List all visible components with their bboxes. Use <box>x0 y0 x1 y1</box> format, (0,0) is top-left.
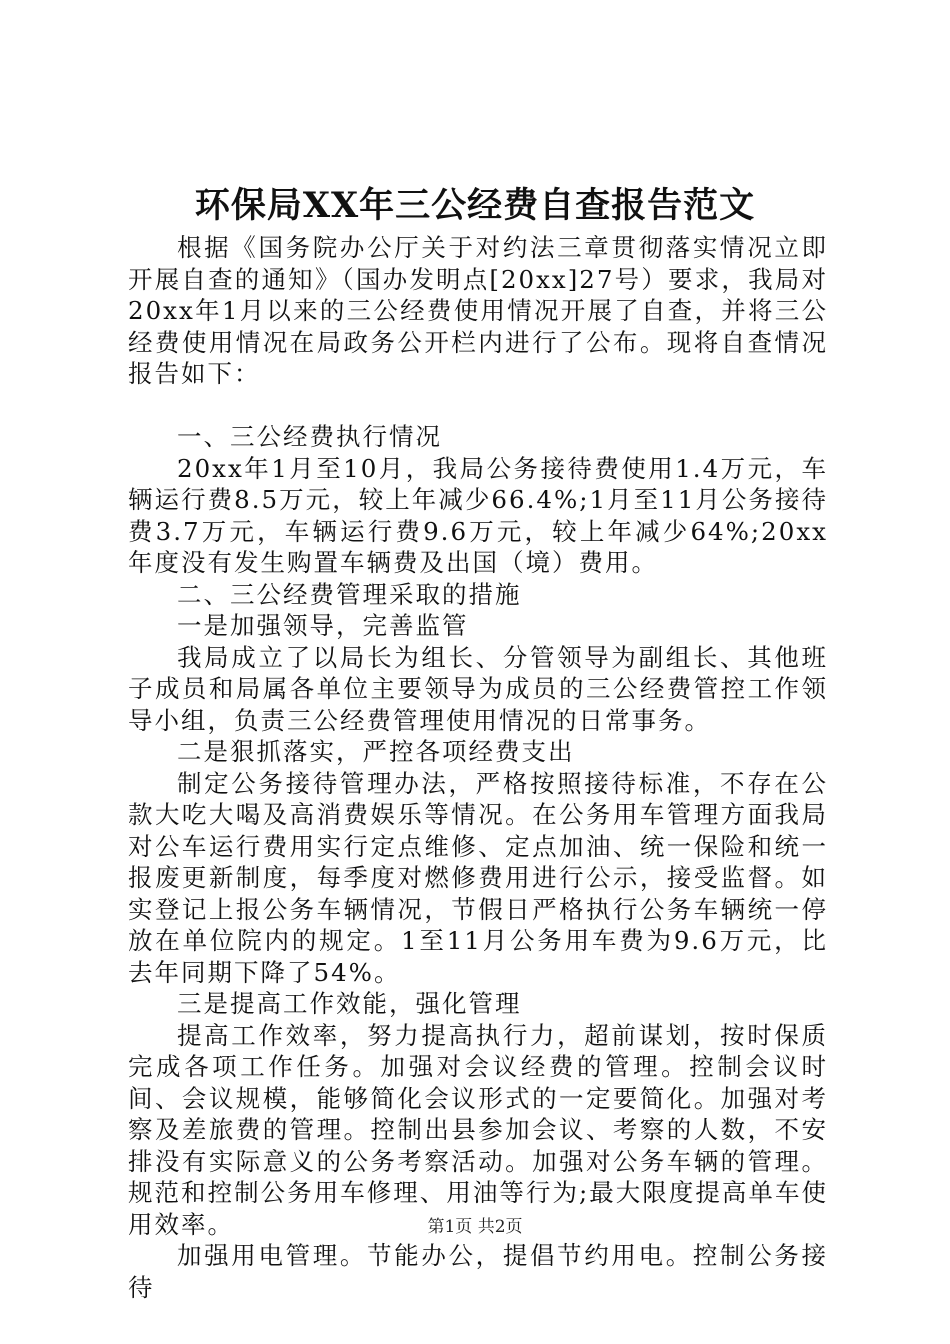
section-heading-1: 一、三公经费执行情况 <box>177 422 442 451</box>
subsection-3-paragraph: 提高工作效率，努力提高执行力，超前谋划，按时保质完成各项工作任务。加强对会议经费的管理。控制会议时间、会议规模，能够简化会议形式的一定要简化。加强对考察及差旅费的管理。控制出县参加会议、考察的人数，不安排没有实际意义的公务考察活动。加强对公务车辆的管理。规范和控制公务用车修理、用油等行为;最大限度提高单车使用效率。 <box>128 1020 828 1239</box>
subheading-3: 三是提高工作效能，强化管理 <box>177 989 522 1018</box>
subsection-1-paragraph: 我局成立了以局长为组长、分管领导为副组长、其他班子成员和局属各单位主要领导为成员的三公经费管控工作领导小组，负责三公经费管理使用情况的日常事务。 <box>128 642 828 735</box>
section-heading-2: 二、三公经费管理采取的措施 <box>177 579 522 609</box>
document-title: 环保局XX年三公经费自查报告范文 <box>194 185 756 226</box>
subsection-2-paragraph: 制定公务接待管理办法，严格按照接待标准，不存在公款大吃大喝及高消费娱乐等情况。在公务用车管理方面我局对公车运行费用实行定点维修、定点加油、统一保险和统一报废更新制度，每季度对燃修费用进行公示，接受监督。如实登记上报公务车辆情况，节假日严格执行公务车辆统一停放在单位院内的规定。1至11月公务用车费为9.6万元，比去年同期下降了54%。 <box>128 768 828 987</box>
subheading-1: 一是加强领导，完善监管 <box>177 611 469 640</box>
subheading-2: 二是狠抓落实，严控各项经费支出 <box>177 737 575 766</box>
section-1-paragraph: 20xx年1月至10月，我局公务接待费使用1.4万元，车辆运行费8.5万元，较上年减少66.4%;1月至11月公务接待费3.7万元，车辆运行费9.6万元，较上年减少64%;20xx年度没有发生购置车辆费及出国（境）费用。 <box>128 453 828 577</box>
document-body <box>128 232 828 1303</box>
power-management-paragraph: 加强用电管理。节能办公，提倡节约用电。控制公务接待 <box>128 1241 828 1302</box>
intro-paragraph: 根据《国务院办公厅关于对约法三章贯彻落实情况立即开展自查的通知》（国办发明点[20xx]27号）要求，我局对20xx年1月以来的三公经费使用情况开展了自查，并将三公经费使用情况在局政务公开栏内进行了公布。现将自查情况报告如下： <box>128 233 828 388</box>
page-footer: 第1页 共2页 <box>427 1217 523 1237</box>
